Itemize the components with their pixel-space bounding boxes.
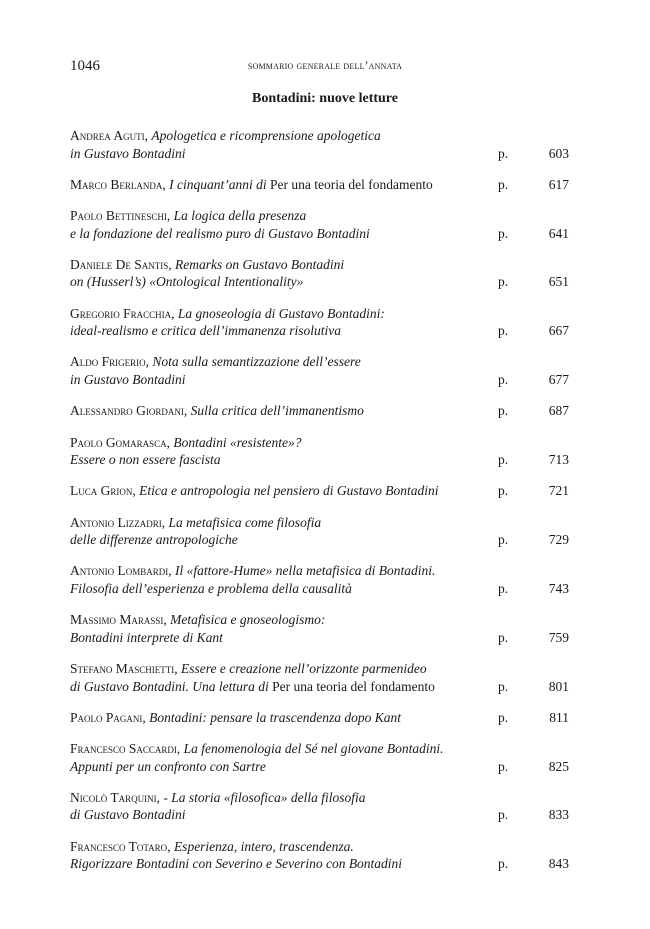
- entry-page-number: 729: [548, 532, 569, 548]
- toc-entry: [70, 562, 580, 597]
- entry-title-line: Sulla critica dell’immanentismo: [190, 403, 364, 419]
- entry-text: [70, 127, 480, 162]
- toc-entry: [70, 611, 580, 646]
- entry-author: Gregorio Fracchia: [70, 305, 172, 321]
- page-prefix: p.: [498, 758, 509, 774]
- entry-text: [70, 256, 480, 291]
- page-prefix: p.: [498, 403, 509, 419]
- toc-entry: [70, 514, 580, 549]
- entry-title-line: Bontadini: pensare la trascendenza dopo Kant: [149, 709, 401, 725]
- entry-page-number: 825: [548, 758, 569, 774]
- entry-title-line: La logica della presenza: [173, 208, 307, 224]
- entry-text: [70, 709, 480, 727]
- entry-title-line: Essere o non essere fascista: [70, 452, 221, 468]
- page-prefix: p.: [498, 709, 509, 725]
- entry-title-line: Etica e antropologia nel pensiero di Gustavo Bontadini: [139, 483, 439, 499]
- entry-page-number: 641: [548, 225, 569, 241]
- entry-title-line: Esperienza, intero, trascendenza.: [173, 838, 354, 854]
- entry-separator: ,: [168, 256, 175, 272]
- entry-separator: ,: [168, 563, 175, 579]
- entry-text: [70, 838, 480, 873]
- entry-page-number: 743: [548, 580, 569, 596]
- entry-author: Paolo Pagani: [70, 709, 143, 725]
- entry-title-line: Nota sulla semantizzazione dell’essere: [152, 354, 361, 370]
- entry-author: Antonio Lombardi: [70, 563, 169, 579]
- entry-title-line: La storia «filosofica» della filosofia: [171, 789, 366, 805]
- entry-text: [70, 562, 480, 597]
- entry-page-number: 721: [548, 483, 569, 499]
- page-prefix: p.: [498, 629, 509, 645]
- page-prefix: p.: [498, 145, 509, 161]
- entry-title-line: e la fondazione del realismo puro di Gustavo Bontadini: [70, 225, 370, 241]
- entry-separator: ,: [166, 434, 174, 450]
- toc-entry: [70, 305, 580, 340]
- entry-title-line: Apologetica e ricomprensione apologetica: [151, 128, 381, 143]
- entry-title-line: Il «fattore-Hume» nella metafisica di Bontadini.: [174, 563, 436, 579]
- table-of-contents: [70, 127, 580, 887]
- entry-author: Massimo Marassi: [70, 612, 164, 628]
- page-prefix: p.: [498, 580, 509, 596]
- toc-entry: [70, 660, 580, 695]
- entry-title-line: di Gustavo Bontadini. Una lettura di Per una teoria del fondamento: [70, 678, 435, 694]
- entry-page-number: 833: [548, 807, 569, 823]
- entry-page-number: 759: [548, 629, 569, 645]
- entry-text: [70, 740, 480, 775]
- entry-separator: ,: [132, 483, 140, 499]
- page-number: 1046: [70, 58, 100, 74]
- running-head: [70, 58, 580, 78]
- entry-page-number: 651: [548, 274, 569, 290]
- entry-separator: ,: [183, 403, 191, 419]
- entry-separator: ,: [167, 838, 174, 854]
- entry-title-line: La fenomenologia del Sé nel giovane Bontadini.: [183, 741, 444, 757]
- entry-text: [70, 789, 480, 824]
- entry-title-line: ideal-realismo e critica dell’immanenza risolutiva: [70, 323, 341, 339]
- toc-entry: [70, 207, 580, 242]
- entry-title-line: Filosofia dell’esperienza e problema della causalità: [70, 580, 352, 596]
- entry-separator: ,: [174, 661, 181, 677]
- entry-separator: ,: [142, 709, 150, 725]
- entry-author: Luca Grion: [70, 483, 133, 499]
- entry-author: Andrea Aguti: [70, 128, 145, 143]
- page-prefix: p.: [498, 176, 509, 192]
- entry-text: [70, 207, 480, 242]
- page-prefix: p.: [498, 452, 509, 468]
- entry-text: [70, 482, 480, 500]
- running-title: sommario generale dell’annata: [247, 60, 403, 72]
- toc-entry: [70, 127, 580, 162]
- entry-separator: ,: [176, 741, 184, 757]
- entry-page-number: 677: [548, 371, 569, 387]
- toc-entry: [70, 838, 580, 873]
- entry-separator: ,: [166, 208, 174, 224]
- entry-separator: ,: [144, 128, 152, 143]
- entry-title-line: in Gustavo Bontadini: [70, 145, 186, 161]
- entry-title-line: Metafisica e gnoseologismo:: [170, 612, 326, 628]
- entry-title-line: Bontadini interprete di Kant: [70, 629, 223, 645]
- entry-separator: ,: [171, 305, 178, 321]
- entry-text: [70, 611, 480, 646]
- toc-entry: [70, 353, 580, 388]
- toc-entry: [70, 740, 580, 775]
- entry-author: Marco Berlanda: [70, 176, 163, 192]
- page-prefix: p.: [498, 483, 509, 499]
- entry-author: Francesco Saccardi: [70, 741, 177, 757]
- entry-separator: ,: [162, 176, 170, 192]
- page-prefix: p.: [498, 678, 509, 694]
- toc-entry: [70, 709, 580, 727]
- entry-page-number: 801: [548, 678, 569, 694]
- entry-text: [70, 353, 480, 388]
- entry-page-number: 687: [548, 403, 569, 419]
- entry-text: [70, 514, 480, 549]
- entry-page-number: 617: [548, 176, 569, 192]
- entry-page-number: 603: [548, 145, 569, 161]
- entry-title-line: on (Husserl’s) «Ontological Intentionality»: [70, 274, 304, 290]
- page-prefix: p.: [498, 856, 509, 872]
- page-prefix: p.: [498, 532, 509, 548]
- entry-author: Stefano Maschietti: [70, 661, 175, 677]
- entry-page-number: 811: [549, 709, 569, 725]
- entry-text: [70, 402, 480, 420]
- entry-title-line: La metafisica come filosofia: [168, 514, 322, 530]
- entry-title-line: delle differenze antropologiche: [70, 532, 238, 548]
- entry-separator: ,: [161, 514, 169, 530]
- toc-entry: [70, 482, 580, 500]
- entry-title-line: Rigorizzare Bontadini con Severino e Severino con Bontadini: [70, 856, 403, 872]
- entry-title-line: Remarks on Gustavo Bontadini: [175, 256, 345, 272]
- entry-title-line: in Gustavo Bontadini: [70, 371, 186, 387]
- entry-page-number: 667: [548, 323, 569, 339]
- entry-author: Alessandro Giordani: [70, 403, 184, 419]
- toc-entry: [70, 402, 580, 420]
- entry-page-number: 843: [548, 856, 569, 872]
- section-title: Bontadini: nuove letture: [252, 91, 398, 106]
- entry-separator: , -: [156, 789, 172, 805]
- toc-entry: [70, 434, 580, 469]
- toc-entry: [70, 789, 580, 824]
- page-prefix: p.: [498, 274, 509, 290]
- page-prefix: p.: [498, 371, 509, 387]
- toc-entry: [70, 256, 580, 291]
- entry-author: Francesco Totaro: [70, 838, 168, 854]
- entry-author: Paolo Gomarasca: [70, 434, 167, 450]
- entry-text: [70, 434, 480, 469]
- entry-author: Paolo Bettineschi: [70, 208, 167, 224]
- entry-author: Antonio Lizzadri: [70, 514, 162, 530]
- entry-author: Daniele De Santis: [70, 256, 169, 272]
- entry-separator: ,: [163, 612, 171, 628]
- entry-author: Aldo Frigerio: [70, 354, 146, 370]
- toc-entry: [70, 176, 580, 194]
- entry-text: [70, 305, 480, 340]
- entry-text: [70, 176, 480, 194]
- entry-page-number: 713: [548, 452, 569, 468]
- entry-title-line: Appunti per un confronto con Sartre: [70, 758, 266, 774]
- page-prefix: p.: [498, 323, 509, 339]
- entry-title-line: I cinquant’anni di Per una teoria del fondamento: [169, 176, 433, 192]
- entry-author: Nicolò Tarquini: [70, 789, 157, 805]
- entry-title-line: Bontadini «resistente»?: [173, 434, 302, 450]
- entry-text: [70, 660, 480, 695]
- entry-title-line: La gnoseologia di Gustavo Bontadini:: [177, 305, 385, 321]
- entry-title-line: Essere e creazione nell’orizzonte parmenideo: [180, 661, 427, 677]
- page-prefix: p.: [498, 225, 509, 241]
- entry-separator: ,: [145, 354, 153, 370]
- page-prefix: p.: [498, 807, 509, 823]
- entry-title-line: di Gustavo Bontadini: [70, 807, 186, 823]
